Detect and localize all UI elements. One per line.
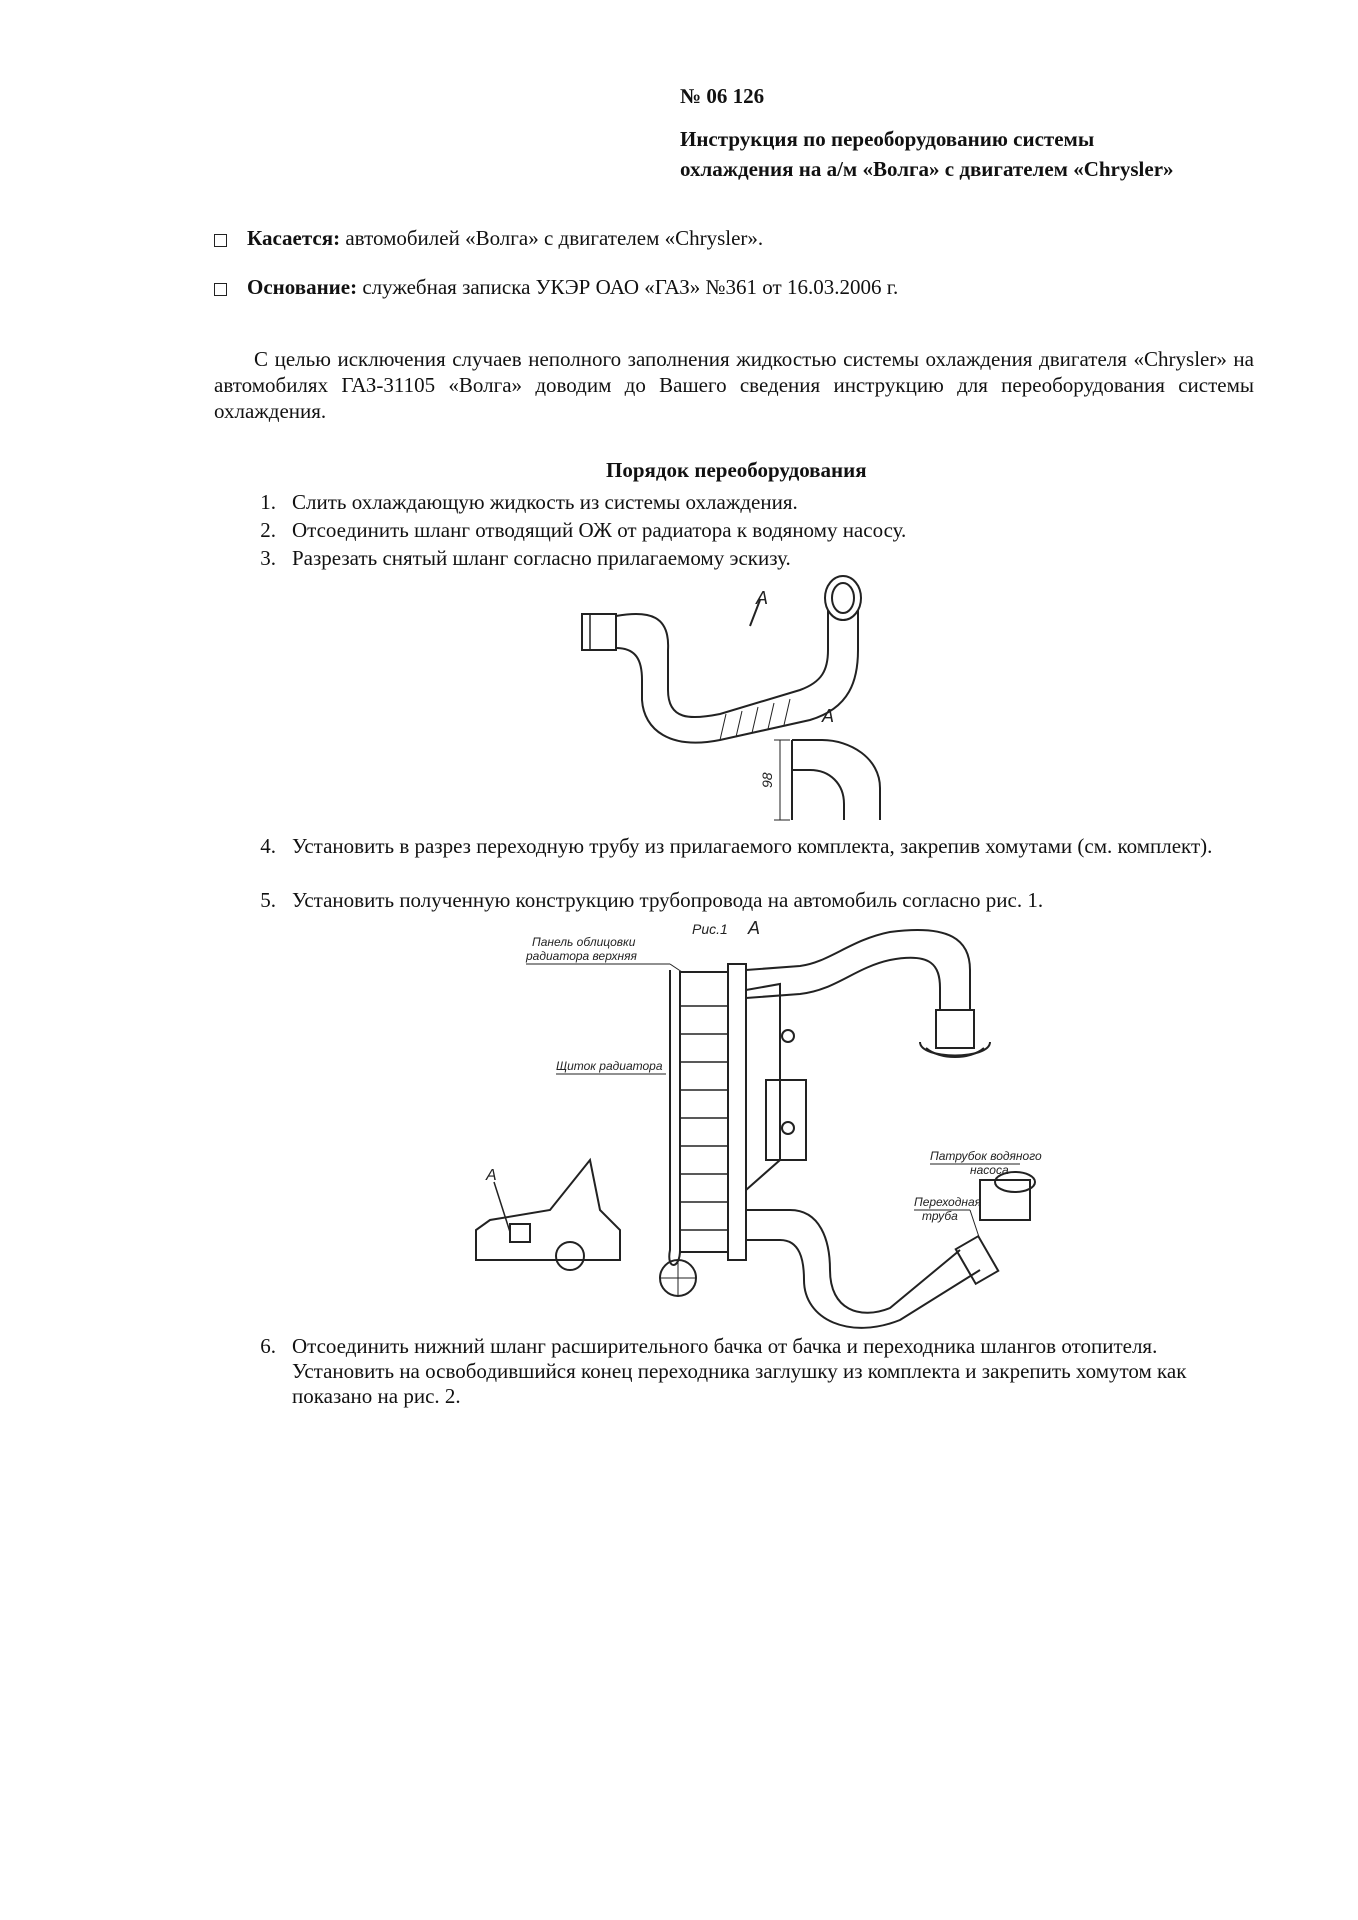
lower-hose-outer: [746, 1210, 960, 1313]
intro-paragraph: С целью исключения случаев неполного заполнения жидкостью системы охлаждения двигателя «Chrysler» на автомобилях ГАЗ-31105 «Волга» доводим до Вашего сведения инструкцию для переоборудования системы охлаждения.: [214, 347, 1254, 423]
meta-value: автомобилей «Волга» с двигателем «Chrysler».: [340, 226, 764, 250]
step-item: [256, 546, 1256, 571]
hose-hatch: [720, 699, 790, 740]
step-text: Разрезать снятый шланг согласно прилагаемому эскизу.: [292, 546, 791, 570]
meta-value: служебная записка УКЭР ОАО «ГАЗ» №361 от 16.03.2006 г.: [357, 275, 899, 299]
step-text: Слить охлаждающую жидкость из системы охлаждения.: [292, 490, 798, 514]
title-line-2: охлаждения на а/м «Волга» с двигателем «Chrysler»: [680, 157, 1174, 181]
section-heading: Порядок переоборудования: [606, 458, 867, 482]
meta-basis: [214, 275, 898, 300]
label-pipe-line1: Переходная: [914, 1195, 982, 1209]
lower-hose-inner: [746, 1240, 980, 1328]
dimension-label: 98: [759, 772, 775, 788]
label-shield: Щиток радиатора: [556, 1059, 663, 1073]
label-pump-line1: Патрубок водяного: [930, 1149, 1042, 1163]
step-number: 6.: [260, 1334, 276, 1358]
hose-end-cuff: [582, 614, 616, 650]
step-number: 4.: [260, 834, 276, 858]
meta-label: Основание:: [247, 275, 358, 299]
label-pump-line2: насоса: [970, 1163, 1009, 1177]
hose-cut-sketch: [560, 570, 920, 830]
label-pipe-line2: труба: [922, 1209, 958, 1223]
step-text: Установить в разрез переходную трубу из прилагаемого комплекта, закрепив хомутами (см. комплект).: [292, 834, 1213, 858]
section-mark-label: А: [756, 588, 769, 608]
fan-bracket: [766, 1080, 806, 1160]
title-line-1: Инструкция по переоборудованию системы: [680, 127, 1095, 151]
adapter-pipe: [956, 1236, 999, 1284]
step-item: [256, 518, 1256, 543]
radiator-tank: [728, 964, 746, 1260]
figure-caption: Рис.1: [692, 921, 728, 937]
radiator-fins: [680, 1006, 728, 1230]
label-panel-line2: радиатора верхняя: [526, 949, 637, 963]
detail-bend-inner: [792, 770, 844, 820]
document-title: [680, 124, 1320, 184]
step-number: 5.: [260, 888, 276, 912]
meta-label: Касается:: [247, 226, 341, 250]
step-number: 2.: [260, 518, 276, 542]
step-text: Отсоединить шланг отводящий ОЖ от радиатора к водяному насосу.: [292, 518, 907, 542]
car-silhouette: [476, 1160, 620, 1260]
figure-1-installation: [470, 910, 1050, 1330]
step-item: [256, 1334, 1256, 1409]
checkbox-bullet-icon: [214, 234, 227, 247]
step-text: Установить полученную конструкцию трубопровода на автомобиль согласно рис. 1.: [292, 888, 1044, 912]
checkbox-bullet-icon: [214, 283, 227, 296]
car-grille: [510, 1224, 530, 1242]
car-wheel: [556, 1242, 584, 1270]
radiator-shield: [669, 970, 680, 1265]
radiator-core: [680, 972, 728, 1252]
step-number: 1.: [260, 490, 276, 514]
meta-applies-to: [214, 226, 763, 251]
view-mark: А: [748, 918, 761, 938]
document-number: № 06 126: [680, 84, 765, 108]
hose-outline-top: [616, 610, 828, 717]
step-text: Отсоединить нижний шланг расширительного бачка от бачка и переходника шлангов отопителя. Установить на освободившийся конец переходника заглушку из комплекта и закрепить хомутом как показано на рис. 2.: [292, 1334, 1187, 1408]
step-item: [256, 834, 1256, 859]
step-number: 3.: [260, 546, 276, 570]
step-item: [256, 490, 1256, 515]
pump-neck: [980, 1180, 1030, 1220]
car-view-mark: А: [486, 1167, 497, 1184]
detail-label: А: [822, 706, 835, 726]
upper-hose-clamp: [936, 1010, 974, 1048]
label-panel-line1: Панель облицовки: [532, 935, 636, 949]
